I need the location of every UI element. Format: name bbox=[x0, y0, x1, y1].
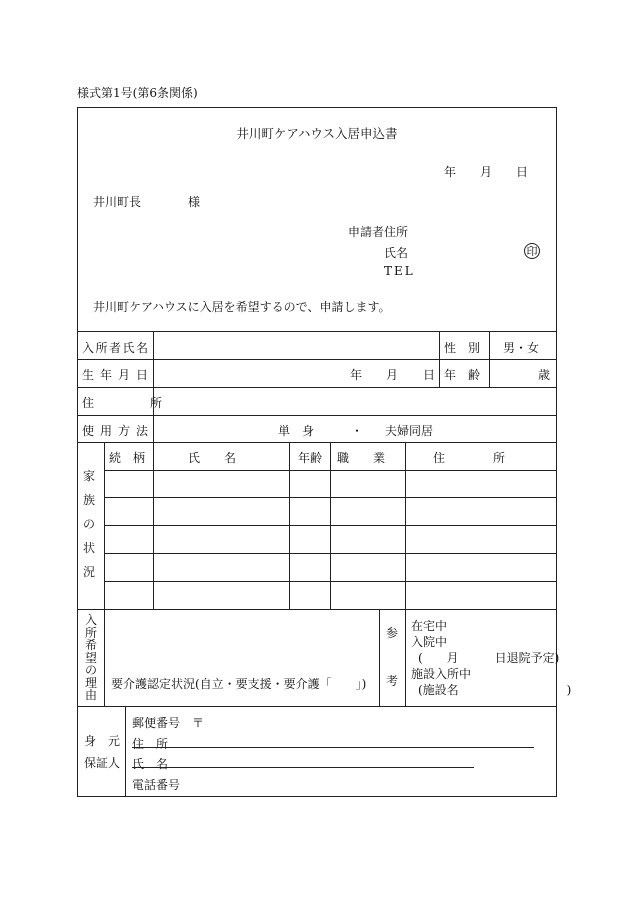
family-label-4: 状 bbox=[82, 541, 95, 555]
birth-date-label: 生年月日 bbox=[82, 368, 155, 382]
application-statement: 井川町ケアハウスに入居を希望するので、申請します。 bbox=[93, 300, 391, 314]
postal-code-label: 郵便番号 〒 bbox=[132, 716, 205, 730]
family-label-2: 族 bbox=[82, 493, 95, 507]
resident-name-label: 入所者氏名 bbox=[82, 341, 150, 355]
guarantor-phone-label: 電話番号 bbox=[132, 778, 181, 792]
reason-side-label: 入 所 希 望 の 理 由 bbox=[84, 613, 97, 702]
reference-label-2: 考 bbox=[385, 674, 398, 688]
address-label: 住 所 bbox=[82, 396, 185, 410]
date-day-label: 日 bbox=[516, 165, 529, 179]
family-label-5: 況 bbox=[82, 565, 95, 579]
guarantor-name-label: 氏 名 bbox=[132, 757, 169, 771]
family-label-3: の bbox=[82, 517, 95, 531]
ref-hospitalized: 入院中 bbox=[411, 635, 448, 649]
form-title: 井川町ケアハウス入居申込書 bbox=[236, 126, 398, 141]
birth-month-label: 月 bbox=[386, 368, 399, 382]
ref-at-home: 在宅中 bbox=[411, 619, 448, 633]
addressee: 井川町長 bbox=[93, 195, 142, 209]
col-name: 氏 名 bbox=[188, 451, 237, 465]
usage-couple: 夫婦同居 bbox=[385, 424, 434, 438]
applicant-address-label: 申請者住所 bbox=[348, 225, 409, 239]
ref-discharge-date: ( 月 日退院予定) bbox=[418, 651, 560, 665]
col-age: 年齢 bbox=[298, 451, 323, 465]
col-occupation: 職 業 bbox=[337, 451, 386, 465]
usage-single: 単 身 bbox=[278, 424, 315, 438]
date-year-label: 年 bbox=[444, 165, 457, 179]
ref-facility-name: (施設名 ) bbox=[418, 683, 572, 697]
honorific: 様 bbox=[188, 195, 201, 209]
guarantor-label-2: 保証人 bbox=[84, 756, 121, 770]
birth-year-label: 年 bbox=[350, 368, 363, 382]
sex-label: 性 別 bbox=[444, 341, 481, 355]
date-month-label: 月 bbox=[480, 165, 493, 179]
age-label: 年 齢 bbox=[444, 368, 481, 382]
usage-dot: ・ bbox=[351, 424, 364, 438]
care-certification-status: 要介護認定状況(自立・要支援・要介護「 」) bbox=[111, 677, 367, 691]
sex-value: 男・女 bbox=[503, 341, 540, 355]
usage-label: 使用方法 bbox=[82, 424, 155, 438]
col-address: 住 所 bbox=[433, 451, 506, 465]
birth-day-label: 日 bbox=[423, 368, 436, 382]
guarantor-name-line[interactable] bbox=[132, 767, 474, 768]
guarantor-label-1: 身 元 bbox=[84, 734, 121, 748]
age-unit: 歳 bbox=[538, 368, 551, 382]
tel-label: TEL bbox=[384, 264, 415, 278]
guarantor-address-line[interactable] bbox=[132, 747, 534, 748]
col-relation: 続 柄 bbox=[109, 451, 146, 465]
family-label-1: 家 bbox=[82, 469, 95, 483]
applicant-name-label: 氏名 bbox=[384, 246, 409, 260]
seal-mark: 印 bbox=[524, 243, 540, 259]
form-number: 様式第1号(第6条関係) bbox=[77, 86, 198, 100]
ref-in-facility: 施設入所中 bbox=[411, 667, 472, 681]
reference-label-1: 参 bbox=[385, 626, 398, 640]
guarantor-address-label: 住 所 bbox=[132, 737, 169, 751]
